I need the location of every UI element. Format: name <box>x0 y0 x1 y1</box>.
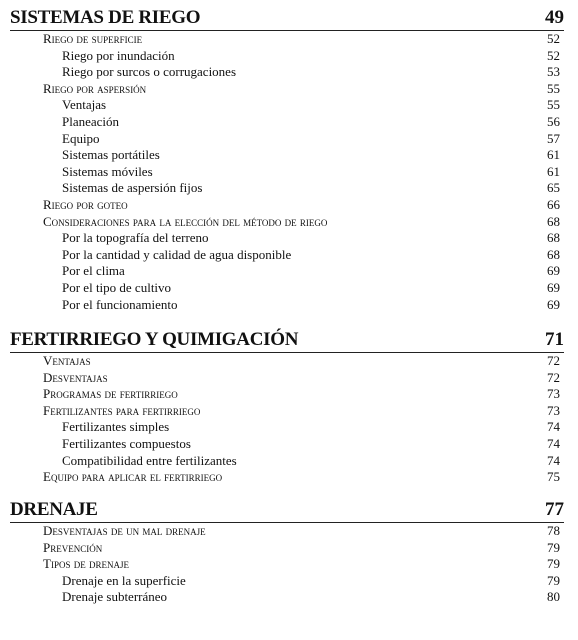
toc-entry-label: Sistemas portátiles <box>62 147 160 163</box>
toc-entry[interactable] <box>0 247 578 264</box>
toc-entry-page-number: 73 <box>547 386 560 402</box>
toc-entry[interactable] <box>0 164 578 181</box>
toc-entry[interactable] <box>0 197 578 214</box>
toc-entry[interactable] <box>0 97 578 114</box>
toc-entry[interactable] <box>0 453 578 470</box>
toc-entry[interactable] <box>0 81 578 98</box>
toc-entry-page-number: 72 <box>547 369 560 385</box>
toc-entry[interactable] <box>0 370 578 387</box>
toc-entry-page-number: 80 <box>547 589 560 605</box>
toc-entry-label: Por la topografía del terreno <box>62 230 209 246</box>
section-title: DRENAJE <box>10 499 98 520</box>
toc-entry[interactable] <box>0 297 578 314</box>
toc-entry[interactable] <box>0 386 578 403</box>
toc-entry[interactable] <box>0 523 578 540</box>
toc-entry[interactable] <box>0 131 578 148</box>
toc-entry[interactable] <box>0 403 578 420</box>
toc-entry[interactable] <box>0 280 578 297</box>
toc-entry-label: Por el clima <box>62 263 125 279</box>
toc-entry-page-number: 78 <box>547 523 560 538</box>
toc-entry-page-number: 74 <box>547 419 560 435</box>
toc-entry-label: Sistemas de aspersión fijos <box>62 180 203 196</box>
toc-entry-label: Equipo para aplicar el fertirriego <box>43 469 223 485</box>
toc-entry-page-number: 61 <box>547 163 560 179</box>
toc-entry[interactable] <box>0 48 578 65</box>
section-header <box>10 326 564 353</box>
toc-section-drenaje <box>0 496 578 606</box>
toc-entry-page-number: 55 <box>547 97 560 113</box>
toc-entry-page-number: 69 <box>547 263 560 279</box>
toc-entry-page-number: 69 <box>547 296 560 312</box>
toc-entry-label: Fertilizantes compuestos <box>62 435 191 451</box>
toc-entry-page-number: 74 <box>547 452 560 468</box>
section-page-number: 77 <box>545 499 564 520</box>
section-title: FERTIRRIEGO Y QUIMIGACIÓN <box>10 329 299 350</box>
toc-entry-label: Drenaje en la superficie <box>62 572 186 588</box>
toc-entry-label: Compatibilidad entre fertilizantes <box>62 452 237 468</box>
section-page-number: 49 <box>545 7 564 28</box>
toc-entry-page-number: 52 <box>547 47 560 63</box>
toc-entry-page-number: 79 <box>547 556 560 572</box>
toc-entry-page-number: 53 <box>547 64 560 80</box>
toc-entry-label: Consideraciones para la elección del método de riego <box>43 213 328 229</box>
toc-entry-label: Por la cantidad y calidad de agua disponible <box>62 246 292 262</box>
toc-entry-page-number: 65 <box>547 180 560 196</box>
toc-entry-page-number: 52 <box>547 31 560 46</box>
toc-entry[interactable] <box>0 419 578 436</box>
toc-entry-page-number: 68 <box>547 230 560 246</box>
toc-entry[interactable] <box>0 353 578 370</box>
toc-entry-label: Por el tipo de cultivo <box>62 279 172 295</box>
toc-entry[interactable] <box>0 540 578 557</box>
toc-entry[interactable] <box>0 436 578 453</box>
toc-entry-label: Fertilizantes simples <box>62 419 170 435</box>
toc-entry-page-number: 68 <box>547 213 560 229</box>
toc-entry-label: Fertilizantes para fertirriego <box>43 402 201 418</box>
toc-entry-label: Desventajas de un mal drenaje <box>43 523 206 538</box>
toc-entry-label: Prevención <box>43 539 103 555</box>
toc-entry[interactable] <box>0 31 578 48</box>
toc-entry-page-number: 72 <box>547 353 560 368</box>
toc-entry-page-number: 57 <box>547 130 560 146</box>
toc-entry-label: Ventajas <box>43 353 91 368</box>
toc-entry[interactable] <box>0 147 578 164</box>
toc-entry-label: Ventajas <box>62 97 107 113</box>
toc-entry-page-number: 68 <box>547 246 560 262</box>
toc-entry[interactable] <box>0 263 578 280</box>
toc-entry[interactable] <box>0 180 578 197</box>
toc-entry[interactable] <box>0 230 578 247</box>
toc-entry-label: Desventajas <box>43 369 108 385</box>
toc-entry[interactable] <box>0 64 578 81</box>
toc-entry-page-number: 74 <box>547 435 560 451</box>
toc-section-riego <box>0 4 578 313</box>
toc-entry-label: Riego por goteo <box>43 196 128 212</box>
toc-entry-label: Por el funcionamiento <box>62 296 178 312</box>
toc-entry-label: Riego por aspersión <box>43 80 147 96</box>
toc-entry-label: Riego de superficie <box>43 31 143 46</box>
toc-section-fertirriego <box>0 326 578 486</box>
section-entries <box>0 353 578 486</box>
toc-entry[interactable] <box>0 589 578 606</box>
toc-entry-label: Riego por surcos o corrugaciones <box>62 64 237 80</box>
toc-entry-label: Planeación <box>62 113 120 129</box>
section-header <box>10 496 564 523</box>
toc-entry[interactable] <box>0 556 578 573</box>
toc-entry-page-number: 75 <box>547 469 560 485</box>
section-page-number: 71 <box>545 329 564 350</box>
toc-entry-label: Drenaje subterráneo <box>62 589 168 605</box>
toc-entry-page-number: 66 <box>547 196 560 212</box>
toc-entry-label: Sistemas móviles <box>62 163 153 179</box>
toc-entry-label: Programas de fertirriego <box>43 386 178 402</box>
toc-entry-page-number: 73 <box>547 402 560 418</box>
toc-entry-label: Equipo <box>62 130 100 146</box>
toc-entry-page-number: 61 <box>547 147 560 163</box>
toc-entry[interactable] <box>0 469 578 486</box>
toc-entry[interactable] <box>0 114 578 131</box>
toc-entry-label: Riego por inundación <box>62 47 175 63</box>
toc-entry-page-number: 69 <box>547 279 560 295</box>
toc-entry[interactable] <box>0 573 578 590</box>
section-title: SISTEMAS DE RIEGO <box>10 7 201 28</box>
toc-entry-page-number: 56 <box>547 113 560 129</box>
section-header <box>10 4 564 31</box>
toc-entry-label: Tipos de drenaje <box>43 556 129 572</box>
toc-entry-page-number: 55 <box>547 80 560 96</box>
toc-entry-page-number: 79 <box>547 572 560 588</box>
toc-entry-page-number: 79 <box>547 539 560 555</box>
section-entries <box>0 31 578 313</box>
section-entries <box>0 523 578 606</box>
toc-entry[interactable] <box>0 214 578 231</box>
